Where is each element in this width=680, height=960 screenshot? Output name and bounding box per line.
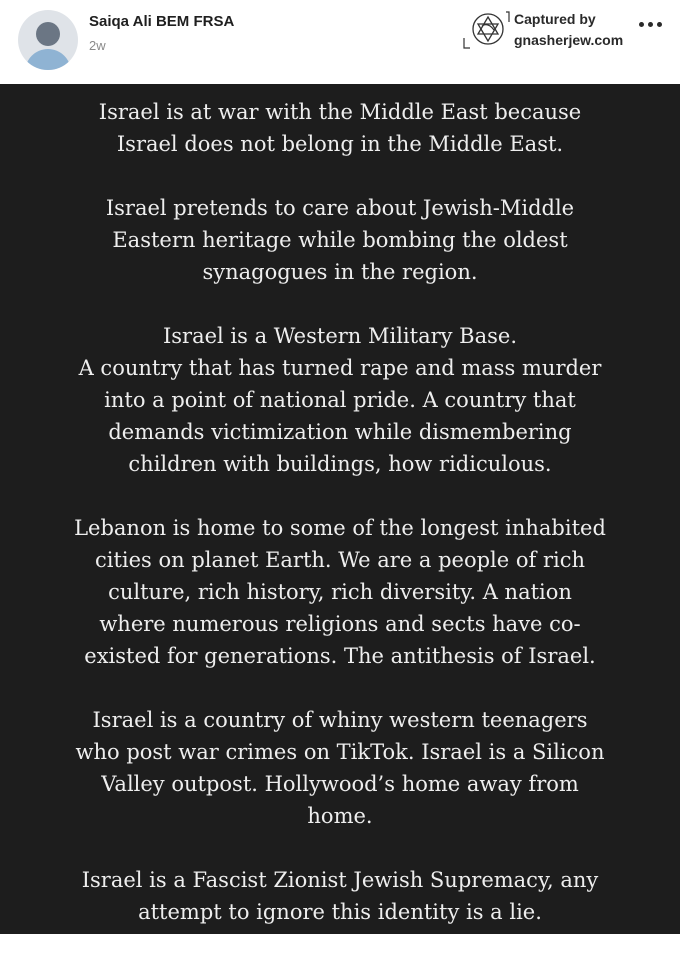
avatar-head-shape [36, 22, 60, 46]
post-text-line: Israel is a Fascist Zionist Jewish Supremacy, any [81, 868, 599, 892]
post-paragraph [10, 320, 670, 480]
post-text-line: Israel does not belong in the Middle East. [116, 132, 564, 156]
post-text-line: cities on planet Earth. We are a people of rich [94, 548, 586, 572]
post-paragraph [10, 96, 670, 160]
watermark-site: gnasherjew.com [514, 32, 624, 48]
post-text-line: Israel is a Western Military Base. [162, 324, 518, 348]
post-paragraph [10, 864, 670, 928]
post-text-line: culture, rich history, rich diversity. A nation [108, 580, 572, 604]
more-options-button[interactable] [636, 14, 664, 34]
post-text-line: demands victimization while dismembering [108, 420, 572, 444]
post-text-line: Israel is a country of whiny western teenagers [92, 708, 588, 732]
post-paragraph [10, 192, 670, 288]
post-text-line: children with buildings, how ridiculous. [128, 452, 552, 476]
post-image[interactable] [0, 84, 680, 934]
post-text-line: attempt to ignore this identity is a lie. [138, 900, 542, 924]
post-text-line: existed for generations. The antithesis of Israel. [84, 644, 596, 668]
author-avatar[interactable] [18, 10, 78, 70]
post-text-line: Lebanon is home to some of the longest inhabited [74, 516, 606, 540]
author-name[interactable]: Saiqa Ali BEM FRSA [89, 13, 235, 30]
post-text-line: A country that has turned rape and mass murder [78, 356, 602, 380]
post-text-line: where numerous religions and sects have co- [99, 612, 581, 636]
post-header [0, 0, 680, 85]
post-text-line: Eastern heritage while bombing the oldest [112, 228, 568, 252]
watermark-captured-by: Captured by [514, 11, 596, 27]
post-paragraph [10, 704, 670, 832]
post-image-text [10, 96, 670, 960]
post-text-line: who post war crimes on TikTok. Israel is a Silicon [75, 740, 605, 764]
post-text-line: Israel pretends to care about Jewish-Middle [105, 196, 575, 220]
star-of-david-logo-icon [462, 8, 510, 52]
post-text-line: synagogues in the region. [202, 260, 478, 284]
post-text-line: Valley outpost. Hollywood’s home away from [101, 772, 579, 796]
post-age: 2w [89, 38, 106, 53]
avatar-shoulders-shape [25, 49, 71, 70]
post-text-line: into a point of national pride. A country that [104, 388, 576, 412]
post-text-line: Israel is at war with the Middle East because [98, 100, 582, 124]
post-text-line: home. [307, 804, 373, 828]
post-paragraph [10, 512, 670, 672]
